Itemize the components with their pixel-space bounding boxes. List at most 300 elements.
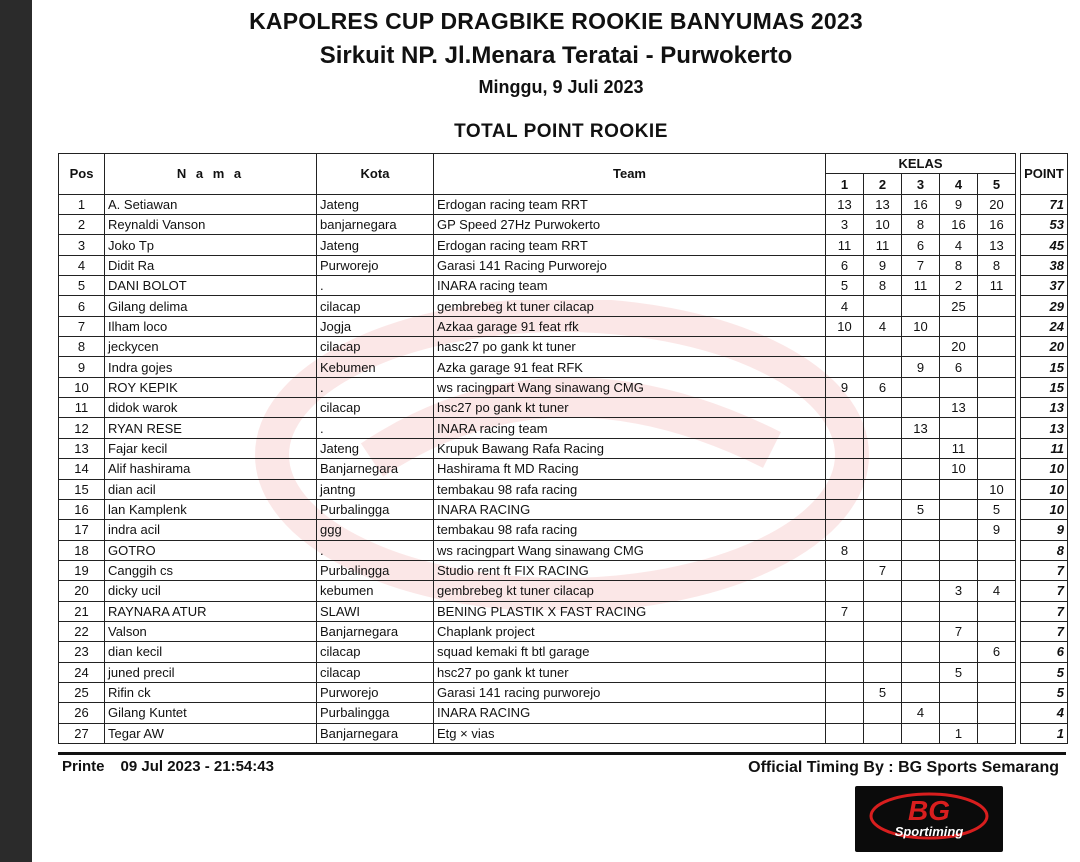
cell-kelas-2 <box>864 520 902 540</box>
cell-pos: 13 <box>59 438 105 458</box>
table-row <box>59 540 1068 560</box>
cell-kelas-4 <box>940 520 978 540</box>
table-row <box>59 520 1068 540</box>
cell-kota: Purbalingga <box>317 499 434 519</box>
cell-kelas-4: 7 <box>940 621 978 641</box>
cell-pos: 16 <box>59 499 105 519</box>
cell-kelas-2 <box>864 642 902 662</box>
cell-kota: . <box>317 418 434 438</box>
cell-nama: GOTRO <box>105 540 317 560</box>
table-row <box>59 377 1068 397</box>
table-row <box>59 459 1068 479</box>
cell-team: hsc27 po gank kt tuner <box>434 398 826 418</box>
cell-kelas-5 <box>978 540 1016 560</box>
cell-nama: ROY KEPIK <box>105 377 317 397</box>
cell-pos: 20 <box>59 581 105 601</box>
cell-kelas-3: 6 <box>902 235 940 255</box>
cell-kelas-2 <box>864 662 902 682</box>
table-row <box>59 296 1068 316</box>
cell-pos: 14 <box>59 459 105 479</box>
cell-nama: A. Setiawan <box>105 194 317 214</box>
cell-kelas-5 <box>978 296 1016 316</box>
table-row <box>59 235 1068 255</box>
cell-nama: Gilang Kuntet <box>105 703 317 723</box>
cell-kelas-2 <box>864 296 902 316</box>
cell-point: 10 <box>1021 459 1068 479</box>
cell-team: hsc27 po gank kt tuner <box>434 662 826 682</box>
cell-kelas-2: 7 <box>864 560 902 580</box>
cell-kelas-5 <box>978 337 1016 357</box>
cell-kelas-1 <box>826 703 864 723</box>
cell-kelas-3 <box>902 560 940 580</box>
cell-kota: cilacap <box>317 337 434 357</box>
cell-nama: didok warok <box>105 398 317 418</box>
cell-kelas-4 <box>940 601 978 621</box>
cell-kelas-3: 16 <box>902 194 940 214</box>
cell-kelas-4 <box>940 499 978 519</box>
cell-kelas-3 <box>902 621 940 641</box>
cell-point: 5 <box>1021 662 1068 682</box>
cell-kelas-2 <box>864 398 902 418</box>
cell-kelas-1 <box>826 479 864 499</box>
cell-kelas-4 <box>940 682 978 702</box>
cell-pos: 7 <box>59 316 105 336</box>
cell-kelas-3 <box>902 601 940 621</box>
table-row <box>59 499 1068 519</box>
cell-point: 9 <box>1021 520 1068 540</box>
official-timing-credit: Official Timing By : BG Sports Semarang <box>748 759 1059 776</box>
cell-kelas-3: 13 <box>902 418 940 438</box>
cell-nama: dicky ucil <box>105 581 317 601</box>
cell-point: 8 <box>1021 540 1068 560</box>
cell-point: 45 <box>1021 235 1068 255</box>
cell-team: tembakau 98 rafa racing <box>434 479 826 499</box>
cell-pos: 24 <box>59 662 105 682</box>
cell-nama: dian acil <box>105 479 317 499</box>
cell-pos: 12 <box>59 418 105 438</box>
cell-nama: Alif hashirama <box>105 459 317 479</box>
col-header-point: POINT <box>1021 154 1068 195</box>
cell-kelas-4: 20 <box>940 337 978 357</box>
cell-team: gembrebeg kt tuner cilacap <box>434 581 826 601</box>
cell-point: 7 <box>1021 621 1068 641</box>
col-header-kelas-3: 3 <box>902 174 940 194</box>
cell-team: Azkaa garage 91 feat rfk <box>434 316 826 336</box>
section-title: TOTAL POINT ROOKIE <box>454 121 668 142</box>
event-venue: Sirkuit NP. Jl.Menara Teratai - Purwokerto <box>319 42 793 69</box>
table-row <box>59 703 1068 723</box>
cell-kelas-1 <box>826 642 864 662</box>
table-row <box>59 479 1068 499</box>
cell-point: 38 <box>1021 255 1068 275</box>
cell-kelas-1 <box>826 459 864 479</box>
cell-kelas-5 <box>978 377 1016 397</box>
col-header-pos: Pos <box>59 154 105 195</box>
cell-nama: DANI BOLOT <box>105 276 317 296</box>
cell-pos: 11 <box>59 398 105 418</box>
cell-kelas-3: 8 <box>902 215 940 235</box>
cell-kelas-2: 8 <box>864 276 902 296</box>
cell-team: Etg × vias <box>434 723 826 743</box>
col-header-team: Team <box>434 154 826 195</box>
cell-kelas-5: 9 <box>978 520 1016 540</box>
cell-team: INARA RACING <box>434 499 826 519</box>
cell-kelas-3 <box>902 337 940 357</box>
cell-point: 37 <box>1021 276 1068 296</box>
table-row <box>59 316 1068 336</box>
cell-kelas-3 <box>902 642 940 662</box>
cell-kelas-2: 10 <box>864 215 902 235</box>
printed-timestamp <box>62 758 274 775</box>
table-row <box>59 357 1068 377</box>
cell-pos: 4 <box>59 255 105 275</box>
cell-kelas-5 <box>978 601 1016 621</box>
cell-team: Krupuk Bawang Rafa Racing <box>434 438 826 458</box>
cell-kelas-1 <box>826 560 864 580</box>
col-header-kelas-5: 5 <box>978 174 1016 194</box>
cell-kelas-1 <box>826 621 864 641</box>
cell-kelas-1 <box>826 438 864 458</box>
cell-team: ws racingpart Wang sinawang CMG <box>434 377 826 397</box>
cell-nama: RAYNARA ATUR <box>105 601 317 621</box>
cell-kelas-1: 10 <box>826 316 864 336</box>
cell-team: INARA racing team <box>434 418 826 438</box>
table-row <box>59 398 1068 418</box>
printed-time: 09 Jul 2023 - 21:54:43 <box>120 758 274 775</box>
cell-team: Hashirama ft MD Racing <box>434 459 826 479</box>
cell-kota: Jateng <box>317 194 434 214</box>
cell-kelas-3 <box>902 662 940 682</box>
cell-team: Garasi 141 racing purworejo <box>434 682 826 702</box>
cell-kelas-1: 7 <box>826 601 864 621</box>
cell-kelas-4: 3 <box>940 581 978 601</box>
cell-kelas-3 <box>902 682 940 702</box>
cell-kelas-2: 5 <box>864 682 902 702</box>
cell-kelas-5 <box>978 418 1016 438</box>
cell-point: 29 <box>1021 296 1068 316</box>
cell-point: 7 <box>1021 601 1068 621</box>
cell-team: squad kemaki ft btl garage <box>434 642 826 662</box>
cell-kelas-3 <box>902 581 940 601</box>
cell-kelas-1 <box>826 581 864 601</box>
cell-nama: Didit Ra <box>105 255 317 275</box>
cell-team: INARA racing team <box>434 276 826 296</box>
cell-kelas-4: 10 <box>940 459 978 479</box>
cell-kota: cilacap <box>317 296 434 316</box>
cell-kelas-2 <box>864 459 902 479</box>
cell-kelas-3: 4 <box>902 703 940 723</box>
cell-team: Chaplank project <box>434 621 826 641</box>
cell-kelas-4: 2 <box>940 276 978 296</box>
cell-nama: juned precil <box>105 662 317 682</box>
cell-kelas-2 <box>864 723 902 743</box>
cell-kota: Jogja <box>317 316 434 336</box>
cell-nama: RYAN RESE <box>105 418 317 438</box>
cell-point: 24 <box>1021 316 1068 336</box>
cell-kelas-1 <box>826 520 864 540</box>
cell-kelas-2 <box>864 357 902 377</box>
cell-pos: 10 <box>59 377 105 397</box>
cell-point: 13 <box>1021 418 1068 438</box>
cell-pos: 22 <box>59 621 105 641</box>
cell-kelas-2: 11 <box>864 235 902 255</box>
cell-kelas-3 <box>902 479 940 499</box>
cell-kota: cilacap <box>317 642 434 662</box>
cell-pos: 6 <box>59 296 105 316</box>
cell-kelas-2: 13 <box>864 194 902 214</box>
cell-kota: Jateng <box>317 235 434 255</box>
cell-team: gembrebeg kt tuner cilacap <box>434 296 826 316</box>
cell-kelas-1: 8 <box>826 540 864 560</box>
cell-kelas-4: 1 <box>940 723 978 743</box>
cell-kelas-4 <box>940 560 978 580</box>
cell-pos: 8 <box>59 337 105 357</box>
cell-kelas-2 <box>864 540 902 560</box>
cell-kelas-5: 20 <box>978 194 1016 214</box>
cell-kota: Banjarnegara <box>317 459 434 479</box>
table-row <box>59 642 1068 662</box>
cell-nama: lan Kamplenk <box>105 499 317 519</box>
cell-kelas-3: 10 <box>902 316 940 336</box>
cell-point: 1 <box>1021 723 1068 743</box>
cell-nama: jeckycen <box>105 337 317 357</box>
cell-team: Erdogan racing team RRT <box>434 194 826 214</box>
cell-kelas-2 <box>864 479 902 499</box>
cell-team: Studio rent ft FIX RACING <box>434 560 826 580</box>
cell-kelas-1: 9 <box>826 377 864 397</box>
bg-sportiming-logo <box>855 786 1003 852</box>
cell-point: 10 <box>1021 479 1068 499</box>
col-header-kelas: KELAS <box>826 154 1016 174</box>
cell-team: hasc27 po gank kt tuner <box>434 337 826 357</box>
cell-kota: . <box>317 377 434 397</box>
cell-kelas-3 <box>902 459 940 479</box>
cell-kelas-1 <box>826 723 864 743</box>
cell-kota: kebumen <box>317 581 434 601</box>
cell-pos: 18 <box>59 540 105 560</box>
cell-kelas-3 <box>902 398 940 418</box>
cell-nama: indra acil <box>105 520 317 540</box>
cell-kelas-2: 6 <box>864 377 902 397</box>
table-row <box>59 276 1068 296</box>
cell-kelas-5: 6 <box>978 642 1016 662</box>
cell-kelas-5 <box>978 662 1016 682</box>
table-row <box>59 194 1068 214</box>
cell-point: 15 <box>1021 357 1068 377</box>
cell-kelas-3: 9 <box>902 357 940 377</box>
cell-kelas-3 <box>902 377 940 397</box>
cell-kelas-4: 25 <box>940 296 978 316</box>
cell-kelas-1 <box>826 337 864 357</box>
cell-kelas-5: 4 <box>978 581 1016 601</box>
cell-kelas-1: 13 <box>826 194 864 214</box>
cell-kelas-4 <box>940 377 978 397</box>
cell-kelas-2: 9 <box>864 255 902 275</box>
cell-kota: Purworejo <box>317 682 434 702</box>
cell-kelas-2 <box>864 337 902 357</box>
table-row <box>59 560 1068 580</box>
cell-nama: Gilang delima <box>105 296 317 316</box>
cell-kelas-4: 8 <box>940 255 978 275</box>
cell-kelas-5 <box>978 723 1016 743</box>
col-header-kelas-1: 1 <box>826 174 864 194</box>
cell-pos: 1 <box>59 194 105 214</box>
cell-kelas-4: 9 <box>940 194 978 214</box>
cell-pos: 9 <box>59 357 105 377</box>
cell-point: 13 <box>1021 398 1068 418</box>
cell-kelas-4 <box>940 540 978 560</box>
cell-kelas-3 <box>902 723 940 743</box>
cell-kelas-1: 4 <box>826 296 864 316</box>
cell-kelas-2 <box>864 621 902 641</box>
cell-nama: Rifin ck <box>105 682 317 702</box>
table-row <box>59 682 1068 702</box>
cell-nama: Joko Tp <box>105 235 317 255</box>
cell-kota: jantng <box>317 479 434 499</box>
cell-point: 53 <box>1021 215 1068 235</box>
cell-kota: ggg <box>317 520 434 540</box>
cell-kota: Purbalingga <box>317 560 434 580</box>
table-row <box>59 601 1068 621</box>
cell-kota: Purworejo <box>317 255 434 275</box>
table-row <box>59 337 1068 357</box>
cell-kelas-5: 10 <box>978 479 1016 499</box>
cell-team: Azka garage 91 feat RFK <box>434 357 826 377</box>
cell-kelas-3: 7 <box>902 255 940 275</box>
cell-pos: 21 <box>59 601 105 621</box>
cell-nama: dian kecil <box>105 642 317 662</box>
cell-point: 5 <box>1021 682 1068 702</box>
cell-kelas-4 <box>940 642 978 662</box>
cell-pos: 17 <box>59 520 105 540</box>
logo-text: BG <box>908 795 950 826</box>
cell-kelas-3 <box>902 438 940 458</box>
cell-point: 71 <box>1021 194 1068 214</box>
cell-pos: 23 <box>59 642 105 662</box>
cell-point: 20 <box>1021 337 1068 357</box>
table-bottom-rule <box>58 752 1066 755</box>
cell-kota: cilacap <box>317 662 434 682</box>
cell-point: 10 <box>1021 499 1068 519</box>
cell-kelas-5: 5 <box>978 499 1016 519</box>
cell-team: INARA RACING <box>434 703 826 723</box>
cell-kelas-1: 11 <box>826 235 864 255</box>
cell-kota: Kebumen <box>317 357 434 377</box>
results-sheet <box>32 0 1080 862</box>
cell-kelas-4 <box>940 479 978 499</box>
table-row <box>59 581 1068 601</box>
cell-kelas-2 <box>864 499 902 519</box>
cell-kelas-5: 11 <box>978 276 1016 296</box>
table-row <box>59 255 1068 275</box>
cell-kota: Jateng <box>317 438 434 458</box>
cell-nama: Valson <box>105 621 317 641</box>
cell-kelas-3 <box>902 296 940 316</box>
cell-team: ws racingpart Wang sinawang CMG <box>434 540 826 560</box>
cell-kelas-5 <box>978 459 1016 479</box>
cell-kota: Banjarnegara <box>317 723 434 743</box>
cell-kelas-2: 4 <box>864 316 902 336</box>
event-date: Minggu, 9 Juli 2023 <box>478 77 644 97</box>
cell-nama: Reynaldi Vanson <box>105 215 317 235</box>
cell-pos: 26 <box>59 703 105 723</box>
cell-kelas-4 <box>940 418 978 438</box>
cell-point: 6 <box>1021 642 1068 662</box>
cell-kelas-5 <box>978 357 1016 377</box>
cell-nama: Fajar kecil <box>105 438 317 458</box>
table-row <box>59 723 1068 743</box>
cell-point: 7 <box>1021 560 1068 580</box>
cell-kelas-2 <box>864 438 902 458</box>
cell-kelas-2 <box>864 581 902 601</box>
cell-team: GP Speed 27Hz Purwokerto <box>434 215 826 235</box>
cell-kelas-5: 13 <box>978 235 1016 255</box>
cell-kelas-1 <box>826 418 864 438</box>
cell-kota: . <box>317 540 434 560</box>
table-row <box>59 418 1068 438</box>
cell-kota: banjarnegara <box>317 215 434 235</box>
cell-point: 15 <box>1021 377 1068 397</box>
cell-point: 7 <box>1021 581 1068 601</box>
cell-kelas-5 <box>978 621 1016 641</box>
cell-kelas-1: 5 <box>826 276 864 296</box>
cell-kelas-1 <box>826 682 864 702</box>
col-header-nama: N a m a <box>105 154 317 195</box>
cell-kelas-4: 6 <box>940 357 978 377</box>
cell-kelas-2 <box>864 601 902 621</box>
cell-kelas-4 <box>940 703 978 723</box>
results-body <box>59 194 1068 743</box>
cell-kelas-1 <box>826 662 864 682</box>
table-row <box>59 215 1068 235</box>
col-header-kota: Kota <box>317 154 434 195</box>
cell-kelas-4: 4 <box>940 235 978 255</box>
cell-pos: 15 <box>59 479 105 499</box>
cell-kelas-5: 8 <box>978 255 1016 275</box>
cell-nama: Ilham loco <box>105 316 317 336</box>
cell-kelas-5 <box>978 316 1016 336</box>
cell-kota: cilacap <box>317 398 434 418</box>
cell-kelas-2 <box>864 418 902 438</box>
cell-team: Erdogan racing team RRT <box>434 235 826 255</box>
cell-kota: SLAWI <box>317 601 434 621</box>
cell-kelas-4: 13 <box>940 398 978 418</box>
cell-nama: Indra gojes <box>105 357 317 377</box>
cell-kelas-5 <box>978 438 1016 458</box>
logo-graphic <box>855 786 1003 852</box>
cell-kelas-3 <box>902 540 940 560</box>
logo-subtext: Sportiming <box>894 824 964 839</box>
cell-kelas-4: 11 <box>940 438 978 458</box>
col-header-kelas-2: 2 <box>864 174 902 194</box>
cell-pos: 2 <box>59 215 105 235</box>
cell-kelas-1 <box>826 357 864 377</box>
table-row <box>59 621 1068 641</box>
cell-kelas-4: 5 <box>940 662 978 682</box>
cell-pos: 5 <box>59 276 105 296</box>
cell-kota: . <box>317 276 434 296</box>
cell-point: 4 <box>1021 703 1068 723</box>
cell-kelas-5 <box>978 398 1016 418</box>
cell-pos: 3 <box>59 235 105 255</box>
cell-kelas-1 <box>826 499 864 519</box>
event-title: KAPOLRES CUP DRAGBIKE ROOKIE BANYUMAS 2023 <box>249 8 863 34</box>
cell-kelas-3 <box>902 520 940 540</box>
cell-kelas-1: 3 <box>826 215 864 235</box>
cell-team: tembakau 98 rafa racing <box>434 520 826 540</box>
table-row <box>59 438 1068 458</box>
cell-point: 11 <box>1021 438 1068 458</box>
